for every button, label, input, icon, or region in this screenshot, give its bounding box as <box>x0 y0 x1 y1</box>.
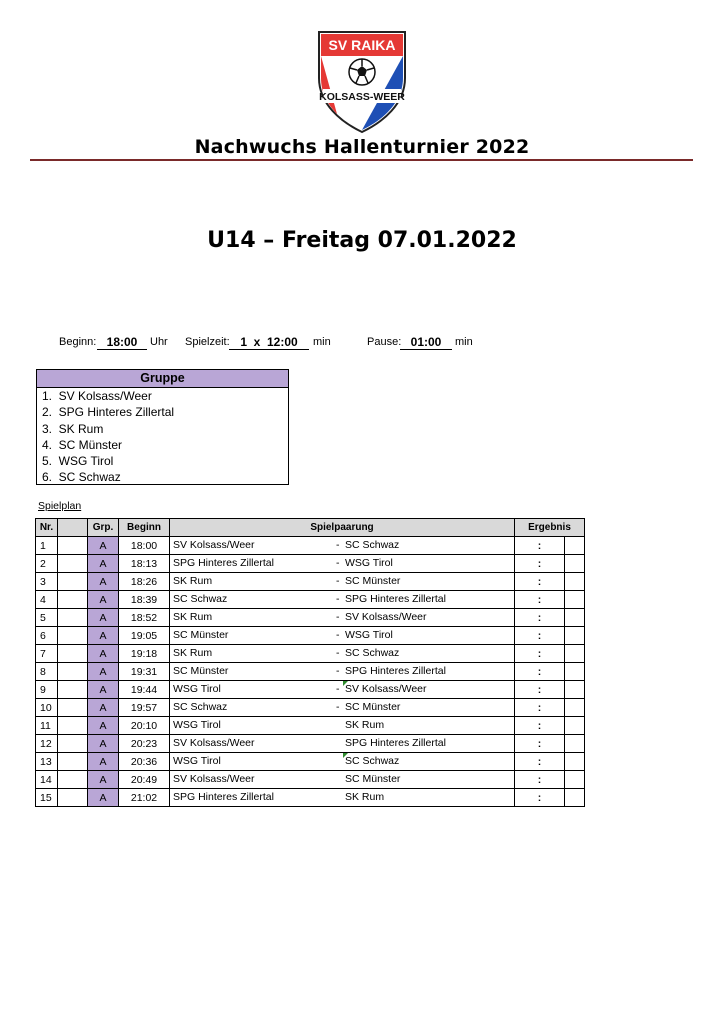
title-divider <box>30 159 693 161</box>
away-team: SV Kolsass/Weer <box>345 683 427 695</box>
group-header: Gruppe <box>37 370 288 388</box>
home-team: SV Kolsass/Weer <box>173 773 255 785</box>
pairing-dash: - <box>336 629 340 641</box>
table-row <box>36 573 585 591</box>
home-team: WSG Tirol <box>173 755 221 767</box>
spielzeit-value: 1 x 12:00 <box>229 335 309 350</box>
group-team: 1. SV Kolsass/Weer <box>42 389 152 403</box>
blank-cell <box>58 699 88 717</box>
schedule-header-row <box>36 519 585 537</box>
match-time: 19:57 <box>119 699 170 717</box>
home-team: SPG Hinteres Zillertal <box>173 791 274 803</box>
blank-cell <box>58 771 88 789</box>
pairing-dash: - <box>336 539 340 551</box>
home-team: WSG Tirol <box>173 719 221 731</box>
pairing-dash: - <box>336 683 340 695</box>
group-team: 4. SC Münster <box>42 437 123 452</box>
blank-cell <box>58 591 88 609</box>
result-extra-cell <box>565 627 585 645</box>
match-result: : <box>515 537 565 555</box>
match-result: : <box>515 645 565 663</box>
match-time: 19:18 <box>119 645 170 663</box>
table-row <box>36 627 585 645</box>
table-row <box>36 609 585 627</box>
result-extra-cell <box>565 555 585 573</box>
match-result: : <box>515 573 565 591</box>
pairing-dash: - <box>336 575 340 587</box>
table-row <box>36 735 585 753</box>
match-result: : <box>515 699 565 717</box>
away-team: SPG Hinteres Zillertal <box>345 665 446 677</box>
match-pairing <box>170 717 515 735</box>
pairing-dash: - <box>336 647 340 659</box>
match-pairing <box>170 663 515 681</box>
blank-cell <box>58 573 88 591</box>
away-team: SK Rum <box>345 719 385 731</box>
result-extra-cell <box>565 789 585 807</box>
match-result: : <box>515 555 565 573</box>
match-pairing <box>170 735 515 753</box>
match-group: A <box>88 699 119 717</box>
match-group: A <box>88 537 119 555</box>
header-blank <box>58 519 88 537</box>
away-team: WSG Tirol <box>345 557 393 569</box>
match-result: : <box>515 663 565 681</box>
document-title: Nachwuchs Hallenturnier 2022 <box>194 136 530 158</box>
blank-cell <box>58 537 88 555</box>
home-team: SC Schwaz <box>173 701 228 713</box>
group-team: 5. WSG Tirol <box>42 454 114 469</box>
result-extra-cell <box>565 609 585 627</box>
home-team: SK Rum <box>173 611 213 623</box>
header-nr: Nr. <box>36 519 58 537</box>
group-team-list <box>37 388 288 486</box>
pairing-dash: - <box>336 611 340 623</box>
match-group: A <box>88 789 119 807</box>
match-group: A <box>88 771 119 789</box>
match-number: 5 <box>36 609 58 627</box>
match-group: A <box>88 681 119 699</box>
match-pairing <box>170 555 515 573</box>
spielzeit-unit: min <box>313 336 331 348</box>
logo-top-text: SV RAIKA <box>328 37 396 53</box>
match-time: 20:49 <box>119 771 170 789</box>
blank-cell <box>58 735 88 753</box>
blank-cell <box>58 609 88 627</box>
match-number: 1 <box>36 537 58 555</box>
table-row <box>36 717 585 735</box>
spielplan-label: Spielplan <box>38 500 82 512</box>
match-pairing <box>170 573 515 591</box>
group-table <box>36 369 289 485</box>
blank-cell <box>58 753 88 771</box>
schedule-table <box>35 518 585 807</box>
home-team: SK Rum <box>173 575 213 587</box>
match-time: 20:10 <box>119 717 170 735</box>
match-pairing <box>170 645 515 663</box>
match-number: 10 <box>36 699 58 717</box>
match-group: A <box>88 717 119 735</box>
table-row <box>36 591 585 609</box>
match-pairing <box>170 753 515 771</box>
match-result: : <box>515 717 565 735</box>
pairing-dash: - <box>336 701 340 713</box>
match-time: 18:26 <box>119 573 170 591</box>
result-extra-cell <box>565 573 585 591</box>
group-team: 3. SK Rum <box>42 421 104 436</box>
group-team: 6. SC Schwaz <box>42 470 121 485</box>
header-spielpaarung: Spielpaarung <box>170 519 515 537</box>
home-team: WSG Tirol <box>173 683 221 695</box>
pause-unit: min <box>455 336 473 348</box>
header-beginn: Beginn <box>119 519 170 537</box>
match-result: : <box>515 681 565 699</box>
event-title: U14 – Freitag 07.01.2022 <box>207 228 517 253</box>
away-team: WSG Tirol <box>345 629 393 641</box>
match-time: 18:52 <box>119 609 170 627</box>
blank-cell <box>58 681 88 699</box>
match-pairing <box>170 537 515 555</box>
away-team: SC Schwaz <box>345 647 400 659</box>
result-extra-cell <box>565 537 585 555</box>
match-time: 19:05 <box>119 627 170 645</box>
match-group: A <box>88 645 119 663</box>
pairing-dash: - <box>336 593 340 605</box>
match-number: 3 <box>36 573 58 591</box>
pairing-dash: - <box>336 665 340 677</box>
club-logo <box>317 30 407 134</box>
match-time: 21:02 <box>119 789 170 807</box>
home-team: SPG Hinteres Zillertal <box>173 557 274 569</box>
home-team: SV Kolsass/Weer <box>173 539 255 551</box>
match-number: 8 <box>36 663 58 681</box>
match-number: 13 <box>36 753 58 771</box>
result-extra-cell <box>565 681 585 699</box>
match-pairing <box>170 609 515 627</box>
table-row <box>36 645 585 663</box>
match-pairing <box>170 699 515 717</box>
match-number: 11 <box>36 717 58 735</box>
blank-cell <box>58 627 88 645</box>
table-row <box>36 681 585 699</box>
table-row <box>36 699 585 717</box>
match-result: : <box>515 753 565 771</box>
home-team: SC Münster <box>173 665 229 677</box>
blank-cell <box>58 645 88 663</box>
result-extra-cell <box>565 591 585 609</box>
away-team: SC Schwaz <box>345 755 400 767</box>
away-team: SK Rum <box>345 791 385 803</box>
tournament-parameters <box>0 336 724 352</box>
result-extra-cell <box>565 735 585 753</box>
match-number: 14 <box>36 771 58 789</box>
match-group: A <box>88 555 119 573</box>
home-team: SC Münster <box>173 629 229 641</box>
match-result: : <box>515 627 565 645</box>
match-pairing <box>170 771 515 789</box>
match-result: : <box>515 609 565 627</box>
table-row <box>36 663 585 681</box>
match-time: 18:00 <box>119 537 170 555</box>
home-team: SK Rum <box>173 647 213 659</box>
result-extra-cell <box>565 771 585 789</box>
match-time: 20:36 <box>119 753 170 771</box>
header-grp: Grp. <box>88 519 119 537</box>
away-team: SC Münster <box>345 575 401 587</box>
home-team: SC Schwaz <box>173 593 228 605</box>
home-team: SV Kolsass/Weer <box>173 737 255 749</box>
blank-cell <box>58 663 88 681</box>
result-extra-cell <box>565 663 585 681</box>
beginn-label: Beginn: <box>59 336 97 348</box>
match-result: : <box>515 591 565 609</box>
away-team: SC Schwaz <box>345 539 400 551</box>
match-number: 15 <box>36 789 58 807</box>
match-time: 19:31 <box>119 663 170 681</box>
match-time: 19:44 <box>119 681 170 699</box>
match-pairing <box>170 591 515 609</box>
match-group: A <box>88 573 119 591</box>
match-result: : <box>515 789 565 807</box>
match-pairing <box>170 681 515 699</box>
match-number: 6 <box>36 627 58 645</box>
table-row <box>36 771 585 789</box>
result-extra-cell <box>565 753 585 771</box>
table-row <box>36 555 585 573</box>
pairing-dash: - <box>336 557 340 569</box>
match-number: 9 <box>36 681 58 699</box>
away-team: SV Kolsass/Weer <box>345 611 427 623</box>
header-ergebnis: Ergebnis <box>515 519 585 537</box>
match-time: 18:39 <box>119 591 170 609</box>
match-number: 2 <box>36 555 58 573</box>
schedule-body <box>36 537 585 807</box>
logo-bottom-text: KOLSASS-WEER <box>319 91 405 103</box>
away-team: SPG Hinteres Zillertal <box>345 593 446 605</box>
away-team: SPG Hinteres Zillertal <box>345 737 446 749</box>
match-number: 4 <box>36 591 58 609</box>
match-group: A <box>88 609 119 627</box>
pause-label: Pause: <box>367 336 402 348</box>
blank-cell <box>58 717 88 735</box>
table-row <box>36 537 585 555</box>
table-row <box>36 753 585 771</box>
away-team: SC Münster <box>345 701 401 713</box>
match-result: : <box>515 735 565 753</box>
match-time: 20:23 <box>119 735 170 753</box>
blank-cell <box>58 789 88 807</box>
match-time: 18:13 <box>119 555 170 573</box>
match-pairing <box>170 789 515 807</box>
match-group: A <box>88 627 119 645</box>
match-number: 12 <box>36 735 58 753</box>
beginn-value: 18:00 <box>97 335 147 350</box>
beginn-unit: Uhr <box>150 336 168 348</box>
match-group: A <box>88 735 119 753</box>
blank-cell <box>58 555 88 573</box>
result-extra-cell <box>565 645 585 663</box>
spielzeit-label: Spielzeit: <box>185 336 230 348</box>
away-team: SC Münster <box>345 773 401 785</box>
match-number: 7 <box>36 645 58 663</box>
match-group: A <box>88 591 119 609</box>
match-pairing <box>170 627 515 645</box>
result-extra-cell <box>565 717 585 735</box>
group-team: 2. SPG Hinteres Zillertal <box>42 405 175 420</box>
match-group: A <box>88 753 119 771</box>
table-row <box>36 789 585 807</box>
match-group: A <box>88 663 119 681</box>
result-extra-cell <box>565 699 585 717</box>
match-result: : <box>515 771 565 789</box>
pause-value: 01:00 <box>400 335 452 350</box>
